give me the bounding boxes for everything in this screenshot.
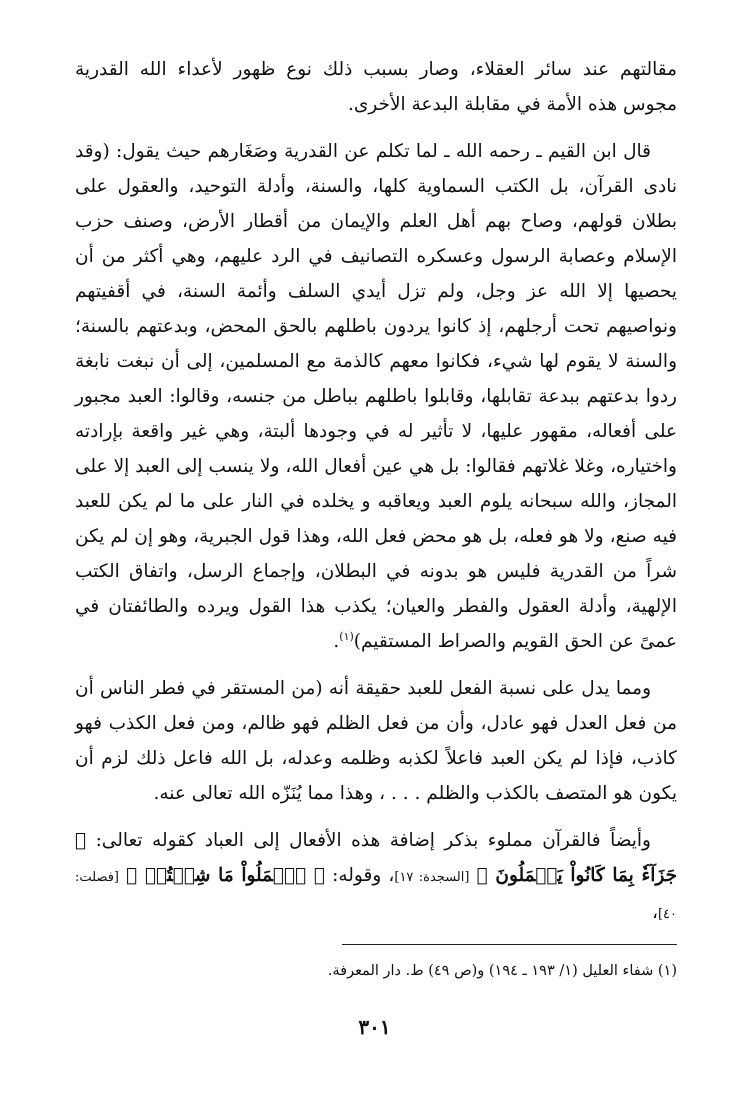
page-number: ٣٠١ xyxy=(358,1015,391,1039)
footnote: (١) شفاء العليل (١/ ١٩٣ ـ ١٩٤) و(ص ٤٩) ط. دار المعرفة. xyxy=(327,963,677,979)
paragraph-4 xyxy=(75,823,677,932)
trailing-comma: ، xyxy=(651,902,658,923)
footnote-divider xyxy=(342,944,677,945)
verse-1-reference: [السجدة: ١٧] xyxy=(394,870,470,885)
paragraph-4-text: وأيضاً فالقرآن مملوء بذكر إضافة هذه الأفعال إلى العباد كقوله تعالى: xyxy=(95,830,651,851)
quran-verse-2: ﴿ ٱعۡمَلُواْ مَا شِئۡتُمۡ ﴾ xyxy=(126,865,325,886)
ibn-qayyim-quote: قال ابن القيم ـ رحمه الله ـ لما تكلم عن القدرية وصَغَارهم حيث يقول: (وقد نادى القرآن، بل الكتب السماوية كلها، والسنة، وأدلة التوحيد، والعقول على بطلان قولهم، وصاح بهم أهل العلم والإيمان من أقطار الأرض، وصنف حزب الإسلام وعصابة الرسول وعسكره التصانيف في الرد عليهم، وهي أكثر من أن يحصيها إلا الله عز وجل، ولم تزل أيدي السلف وأئمة السنة، في أقفيتهم ونواصيهم تحت أرجلهم، إذ كانوا يردون باطلهم بالحق المحض، وبدعتهم بالسنة؛ والسنة لا يقوم لها شيء، فكانوا معهم كالذمة مع المسلمين، إلى أن نبغت نابغة ردوا بدعتهم ببدعة تقابلها، وقابلوا باطلهم بباطل من جنسه، وقالوا: العبد مجبور على أفعاله، مقهور عليها، لا تأثير له في وجودها ألبتة، وهي غير واقعة بإرادته واختياره، وغلا غلاتهم فقالوا: بل هي عين أفعال الله، ولا ينسب إلى العبد إلا على المجاز، والله سبحانه يلوم العبد ويعاقبه و يخلده في النار على ما لم يكن للعبد فيه صنع، ولا هو فعله، بل هو محض فعل الله، وهذا قول الجبرية، وهو إن لم يكن شراً من القدرية فليس هو بدونه في البطلان، وإجماع الرسل، واتفاق الكتب الإلهية، وأدلة العقول والفطر والعيان؛ يكذب هذا القول ويرده والطائفتان في عمىً عن الحق القويم والصراط المستقيم) xyxy=(75,141,677,652)
paragraph-3: ومما يدل على نسبة الفعل للعبد حقيقة أنه (من المستقر في فطر الناس أن من فعل العدل فهو عادل، وأن من فعل الظلم فهو ظالم، ومن فعل الكذب فهو كاذب، فإذا لم يكن العبد فاعلاً لكذبه وظلمه وعدله، بل الله فاعل ذلك لزم أن يكون هو المتصف بالكذب والظلم . . . ، وهذا مما يُنَزّه الله تعالى عنه. xyxy=(75,678,677,804)
and-his-saying: ، وقوله: xyxy=(332,865,395,886)
closing-dot: . xyxy=(333,631,340,652)
paragraph-2 xyxy=(75,134,677,659)
quran-verse-1: ﴿ جَزَآءٗ بِمَا كَانُواْ يَعۡمَلُونَ ﴾ xyxy=(75,830,678,886)
footnote-marker[interactable]: (١) xyxy=(339,629,354,643)
paragraph-1: مقالتهم عند سائر العقلاء، وصار بسبب ذلك نوع ظهور لأعداء الله القدرية مجوس هذه الأمة في مقابلة البدعة الأخرى. xyxy=(75,59,677,115)
verse-2-reference: [فصلت: ٤٠] xyxy=(75,870,677,922)
